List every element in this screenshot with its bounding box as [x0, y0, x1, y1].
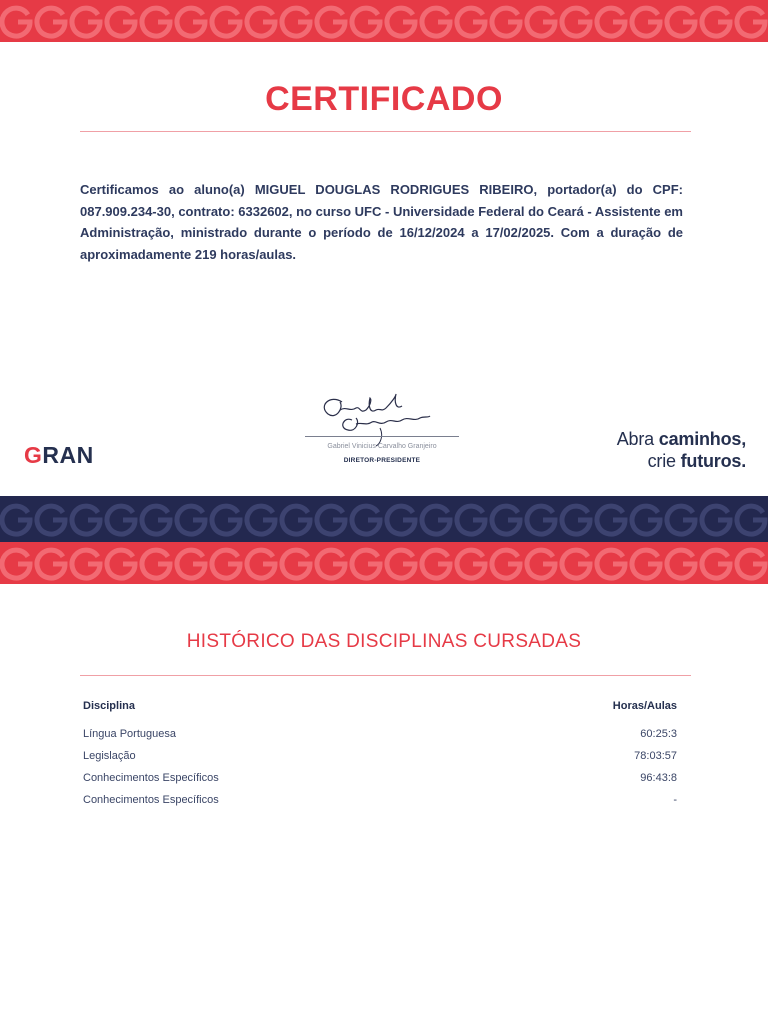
g-pattern-icon — [0, 0, 768, 42]
slogan-line2-a: crie — [647, 451, 681, 471]
title-divider — [80, 131, 691, 132]
discipline-name: Conhecimentos Específicos — [83, 772, 219, 784]
history-header-row — [83, 700, 677, 720]
slogan-line1-b: caminhos, — [658, 429, 746, 449]
g-pattern-red-icon — [0, 542, 768, 584]
discipline-column-header: Disciplina — [83, 700, 135, 712]
certificate-title: CERTIFICADO — [265, 80, 503, 118]
signature-line — [305, 436, 459, 437]
slogan-line2-b: futuros. — [680, 451, 746, 471]
signature-name: Gabriel Vinicius Carvalho Granjeiro — [327, 443, 437, 450]
certificate-text: Certificamos ao aluno(a) MIGUEL DOUGLAS RODRIGUES RIBEIRO, portador(a) do CPF: 087.909.234-30, contrato: 6332602, no curso UFC - Universidade Federal do Ceará - Assistente em Administração, ministrado durante o período de 16/12/2024 a 17/02/2025. Com a duração de aproximadamente 219 horas/aulas. — [80, 182, 683, 262]
discipline-hours: 78:03:57 — [634, 750, 677, 762]
red-pattern-band — [0, 542, 768, 584]
gran-logo — [24, 442, 94, 469]
top-pattern-band — [0, 0, 768, 42]
slogan — [617, 428, 746, 472]
g-pattern-navy-icon — [0, 496, 768, 542]
slogan-line1-a: Abra — [616, 429, 659, 449]
history-table — [83, 700, 677, 815]
signature-icon — [300, 388, 465, 448]
discipline-name: Conhecimentos Específicos — [83, 794, 219, 806]
table-row — [83, 727, 677, 749]
discipline-hours: 96:43:8 — [640, 772, 677, 784]
hours-column-header: Horas/Aulas — [612, 700, 677, 712]
table-row — [83, 771, 677, 793]
discipline-name: Legislação — [83, 750, 136, 762]
gran-logo-g: G — [24, 442, 43, 468]
navy-pattern-band — [0, 496, 768, 542]
history-title: HISTÓRICO DAS DISCIPLINAS CURSADAS — [186, 631, 582, 652]
table-row — [83, 793, 677, 815]
signature-role: DIRETOR-PRESIDENTE — [343, 457, 421, 464]
gran-logo-rest: RAN — [42, 442, 94, 468]
table-row — [83, 749, 677, 771]
history-divider — [80, 675, 691, 676]
discipline-name: Língua Portuguesa — [83, 728, 176, 740]
discipline-hours: - — [673, 794, 677, 806]
discipline-hours: 60:25:3 — [640, 728, 677, 740]
